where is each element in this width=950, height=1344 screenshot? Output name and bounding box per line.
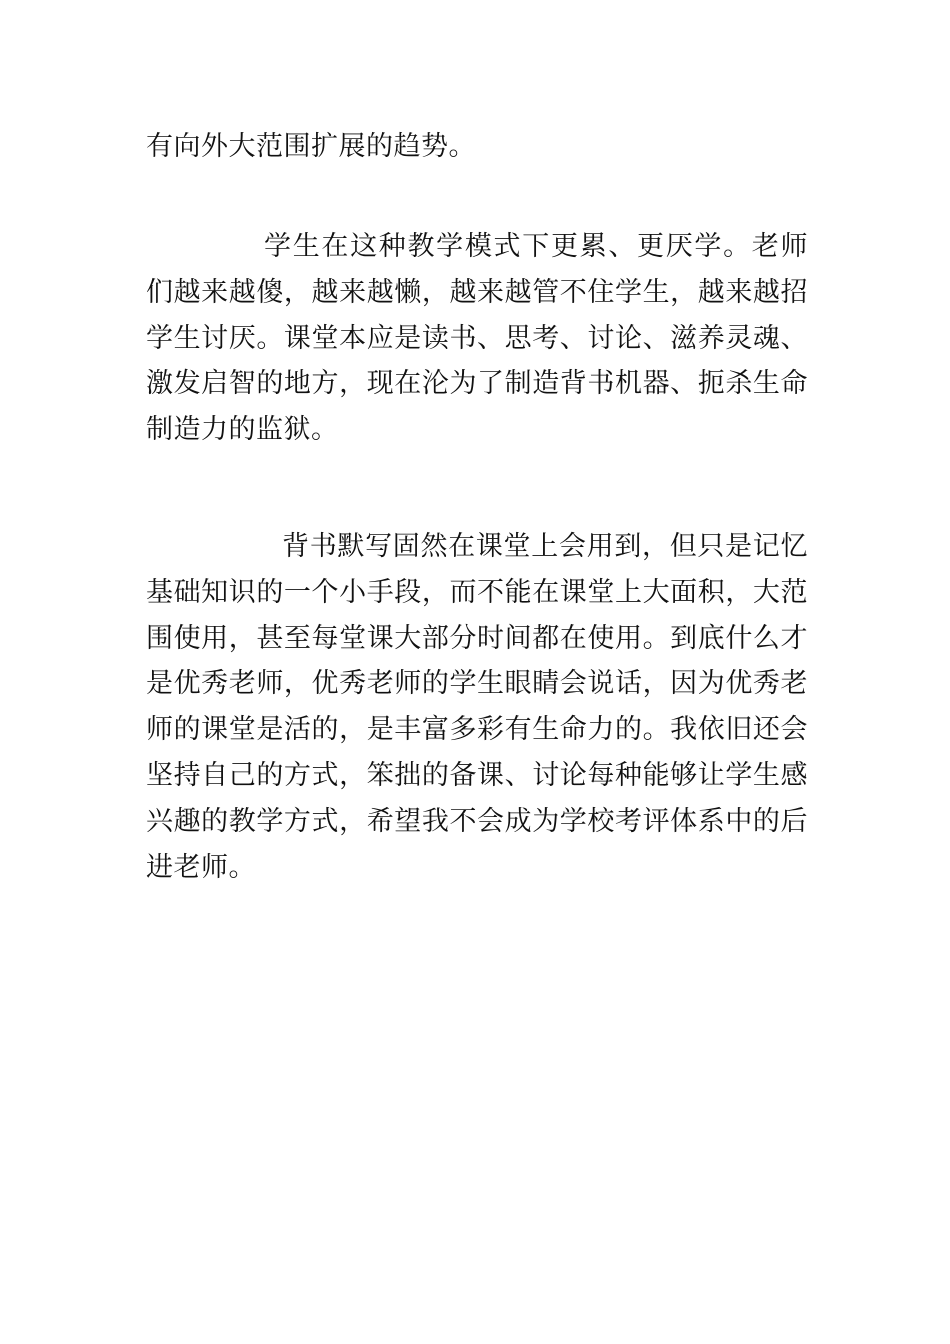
paragraph-excellent-teacher: 背书默写固然在课堂上会用到，但只是记忆基础知识的一个小手段，而不能在课堂上大面积，大范围使用，甚至每堂课大部分时间都在使用。到底什么才是优秀老师，优秀老师的学生眼睛会说话，因为优秀老师的课堂是活的，是丰富多彩有生命力的。我依旧还会坚持自己的方式，笨拙的备课、讨论每种能够让学生感兴趣的教学方式，希望我不会成为学校考评体系中的后进老师。 <box>146 531 808 883</box>
paragraph-continuation: 有向外大范围扩展的趋势。 <box>146 131 476 162</box>
paragraph-student-fatigue: 学生在这种教学模式下更累、更厌学。老师们越来越傻，越来越懒，越来越管不住学生，越来越招学生讨厌。课堂本应是读书、思考、讨论、滋养灵魂、激发启智的地方，现在沦为了制造背书机器、扼杀生命制造力的监狱。 <box>146 231 808 446</box>
